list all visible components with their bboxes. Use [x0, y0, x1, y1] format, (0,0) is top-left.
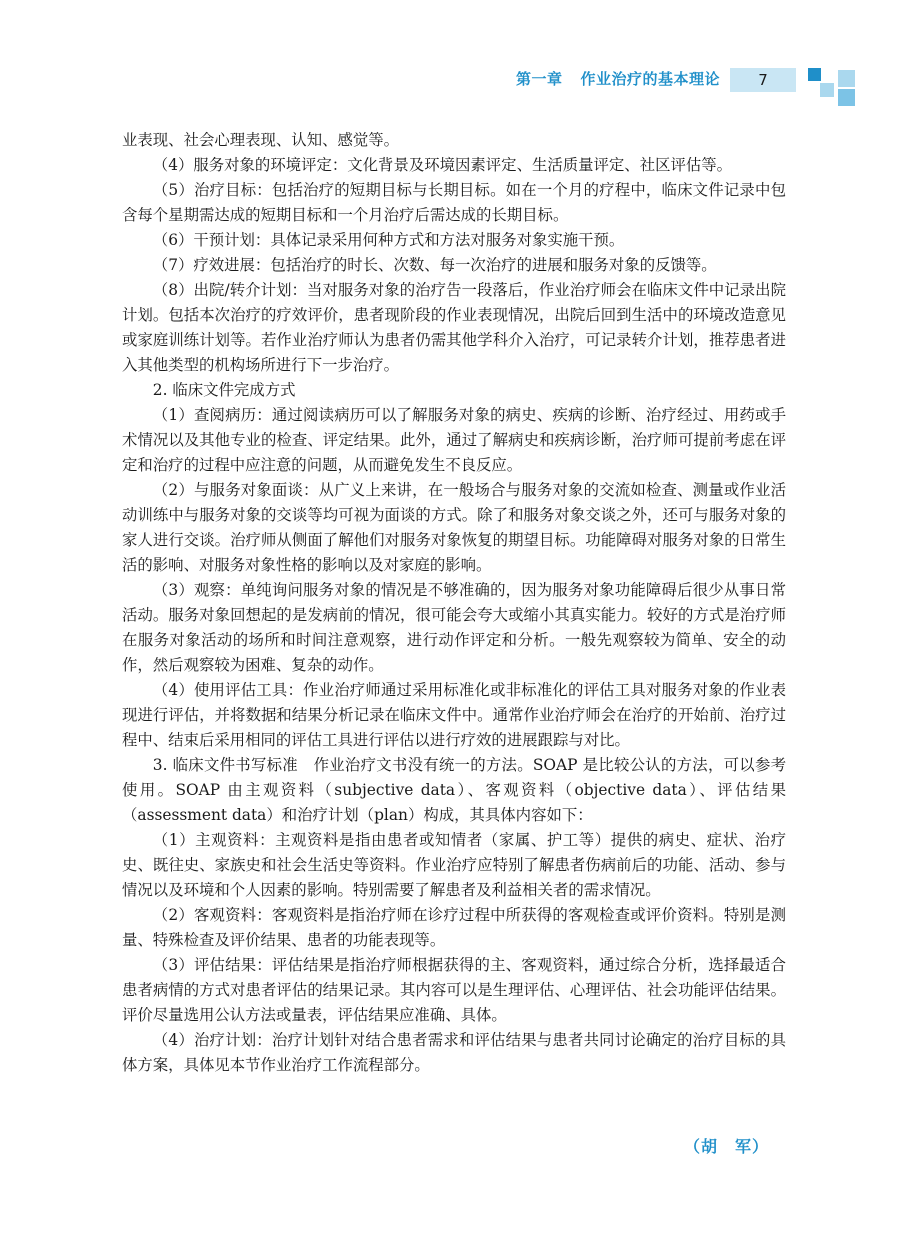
paragraph: （1）查阅病历：通过阅读病历可以了解服务对象的病史、疾病的诊断、治疗经过、用药或手术情况以及其他专业的检查、评定结果。此外，通过了解病史和疾病诊断，治疗师可提前考虑在评定和治疗的过程中应注意的问题，从而避免发生不良反应。 [122, 406, 786, 474]
page-number: 7 [730, 68, 796, 92]
decor-square [823, 68, 836, 81]
paragraph: （4）治疗计划：治疗计划针对结合患者需求和评估结果与患者共同讨论确定的治疗目标的具体方案，具体见本节作业治疗工作流程部分。 [122, 1031, 786, 1074]
paragraph: 业表现、社会心理表现、认知、感觉等。 [122, 131, 400, 149]
paragraph: （2）与服务对象面谈：从广义上来讲，在一般场合与服务对象的交流如检查、测量或作业活动训练中与服务对象的交谈等均可视为面谈的方式。除了和服务对象交谈之外，还可与服务对象的家人进行交谈。治疗师从侧面了解他们对服务对象恢复的期望目标。功能障碍对服务对象的日常生活的影响、对服务对象性格的影响以及对家庭的影响。 [122, 481, 786, 574]
chapter-title [516, 66, 720, 92]
decor-square [838, 70, 855, 87]
paragraph: （3）评估结果：评估结果是指治疗师根据获得的主、客观资料，通过综合分析，选择最适合患者病情的方式对患者评估的结果记录。其内容可以是生理评估、心理评估、社会功能评估结果。评价尽量选用公认方法或量表，评估结果应准确、具体。 [122, 956, 786, 1024]
paragraph: （4）服务对象的环境评定：文化背景及环境因素评定、生活质量评定、社区评估等。 [152, 156, 733, 174]
paragraph: （8）出院/转介计划：当对服务对象的治疗告一段落后，作业治疗师会在临床文件中记录出院计划。包括本次治疗的疗效评价，患者现阶段的作业表现情况，出院后回到生活中的环境改造意见或家庭训练计划等。若作业治疗师认为患者仍需其他学科介入治疗，可记录转介计划，推荐患者进入其他类型的机构场所进行下一步治疗。 [122, 281, 786, 374]
paragraph: 2. 临床文件完成方式 [152, 381, 296, 399]
decor-square [838, 89, 855, 106]
paragraph: （1）主观资料：主观资料是指由患者或知情者（家属、护工等）提供的病史、症状、治疗史、既往史、家族史和社会生活史等资料。作业治疗应特别了解患者伤病前后的功能、活动、参与情况以及环境和个人因素的影响。特别需要了解患者及利益相关者的需求情况。 [122, 831, 786, 899]
chapter-name: 作业治疗的基本理论 [580, 70, 720, 88]
paragraph: （4）使用评估工具：作业治疗师通过采用标准化或非标准化的评估工具对服务对象的作业表现进行评估，并将数据和结果分析记录在临床文件中。通常作业治疗师会在治疗的开始前、治疗过程中、结束后采用相同的评估工具进行评估以进行疗效的进展跟踪与对比。 [122, 681, 786, 749]
paragraph: （2）客观资料：客观资料是指治疗师在诊疗过程中所获得的客观检查或评价资料。特别是测量、特殊检查及评价结果、患者的功能表现等。 [122, 906, 786, 949]
paragraph: （5）治疗目标：包括治疗的短期目标与长期目标。如在一个月的疗程中，临床文件记录中包含每个星期需达成的短期目标和一个月治疗后需达成的长期目标。 [122, 181, 786, 224]
paragraph: （6）干预计划：具体记录采用何种方式和方法对服务对象实施干预。 [152, 231, 625, 249]
decor-square [820, 83, 834, 97]
paragraph: 3. 临床文件书写标准 作业治疗文书没有统一的方法。SOAP 是比较公认的方法，可以参考使用。SOAP 由主观资料（subjective data）、客观资料（objective data）、评估结果（assessment data）和治疗计划（plan）构成，其具体内容如下： [122, 756, 786, 824]
chapter-number: 第一章 [515, 70, 563, 88]
paragraph: （3）观察：单纯询问服务对象的情况是不够准确的，因为服务对象功能障碍后很少从事日常活动。服务对象回想起的是发病前的情况，很可能会夸大或缩小其真实能力。较好的方式是治疗师在服务对象活动的场所和时间注意观察，进行动作评定和分析。一般先观察较为简单、安全的动作，然后观察较为困难、复杂的动作。 [122, 581, 786, 674]
author-credit: （胡 军） [684, 1137, 770, 1156]
body-text [122, 128, 786, 1078]
running-header [0, 66, 900, 106]
paragraph: （7）疗效进展：包括治疗的时长、次数、每一次治疗的进展和服务对象的反馈等。 [152, 256, 717, 274]
decor-square [808, 68, 821, 81]
